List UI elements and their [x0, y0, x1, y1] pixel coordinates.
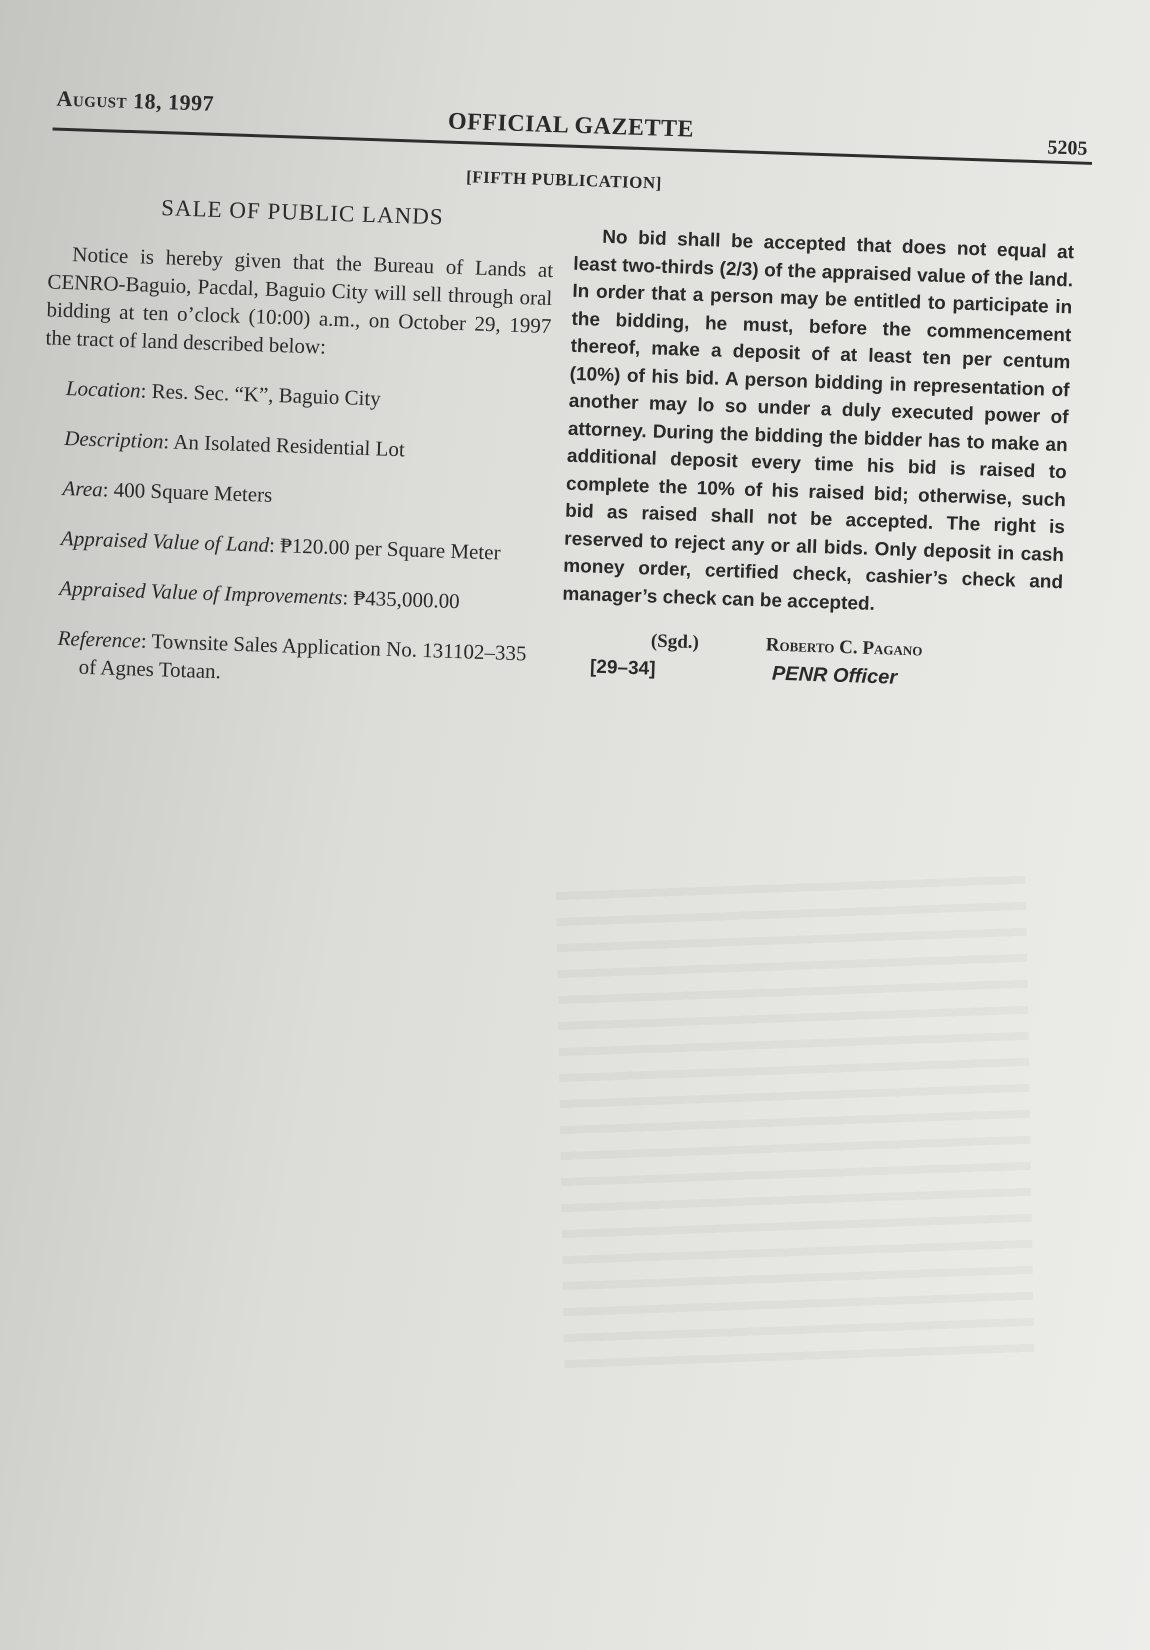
right-column: [559, 223, 1074, 704]
field-area: Area: 400 Square Meters: [62, 475, 273, 507]
bidding-conditions: No bid shall be accepted that does not equal at least two-thirds (2/3) of the appraised value of the land. In order that a person may be entitled to participate in the bidding, he must, before the commencement thereof, make a deposit of at least ten per centum (10%) of his bid. A person bidding in representation of another may lo so under a duly executed power of attorney. During the bidding the bidder has to make an additional deposit every time his bid is raised to complete the 10% of his raised bid; otherwise, such bid as raised shall not be accepted. The right is reserved to reject any or all bids. Only deposit in cash money order, certified check, cashier’s check and manager’s check can be accepted.: [562, 226, 1075, 615]
field-location: Location: Res. Sec. “K”, Baguio City: [65, 376, 382, 411]
field-label: Location: [65, 376, 142, 403]
field-reference: Reference: Townsite Sales Application No. 131102–335 of Agnes Totaan.: [57, 625, 527, 684]
field-label: Area: [62, 475, 104, 502]
gazette-page: [11, 55, 1120, 970]
gazette-title: OFFICIAL GAZETTE: [447, 108, 695, 143]
field-value: ₱120.00 per Square Meter: [279, 533, 501, 565]
field-label: Appraised Value of Land: [60, 525, 270, 557]
field-value: An Isolated Residential Lot: [172, 429, 406, 462]
field-label: Reference: [57, 625, 142, 653]
notice-title: SALE OF PUBLIC LANDS: [160, 195, 445, 230]
field-label: Appraised Value of Improvements: [58, 575, 343, 610]
issue-date: August 18, 1997: [56, 85, 215, 116]
notice-intro: Notice is hereby given that the Bureau of Lands at CENRO-Baguio, Pacdal, Baguio City will sell through oral bidding at ten o’clock (10:00) a.m., on October 29, 1997 the tract of land described below:: [45, 242, 554, 359]
issue-code: [29–34]: [589, 656, 656, 680]
field-value: ₱435,000.00: [353, 585, 461, 614]
signatory-office: PENR Officer: [771, 662, 898, 689]
left-column: [34, 183, 555, 695]
field-value: Townsite Sales Application No. 131102–335 of Agnes Totaan.: [78, 629, 527, 684]
field-appraised-improvements: Appraised Value of Improvements: ₱435,000.00: [58, 575, 461, 614]
field-value: 400 Square Meters: [113, 477, 273, 507]
signatory-name: Roberto C. Pagano: [765, 634, 923, 661]
publication-note: [FIFTH PUBLICATION]: [465, 167, 663, 193]
field-description: Description: An Isolated Residential Lot: [63, 426, 406, 462]
signature-block: [559, 628, 1061, 705]
signed-mark: (Sgd.): [650, 630, 700, 654]
field-appraised-land: Appraised Value of Land: ₱120.00 per Square Meter: [60, 525, 501, 565]
page-number: 5205: [1047, 136, 1088, 160]
field-label: Description: [63, 426, 164, 454]
field-value: Res. Sec. “K”, Baguio City: [151, 378, 382, 411]
